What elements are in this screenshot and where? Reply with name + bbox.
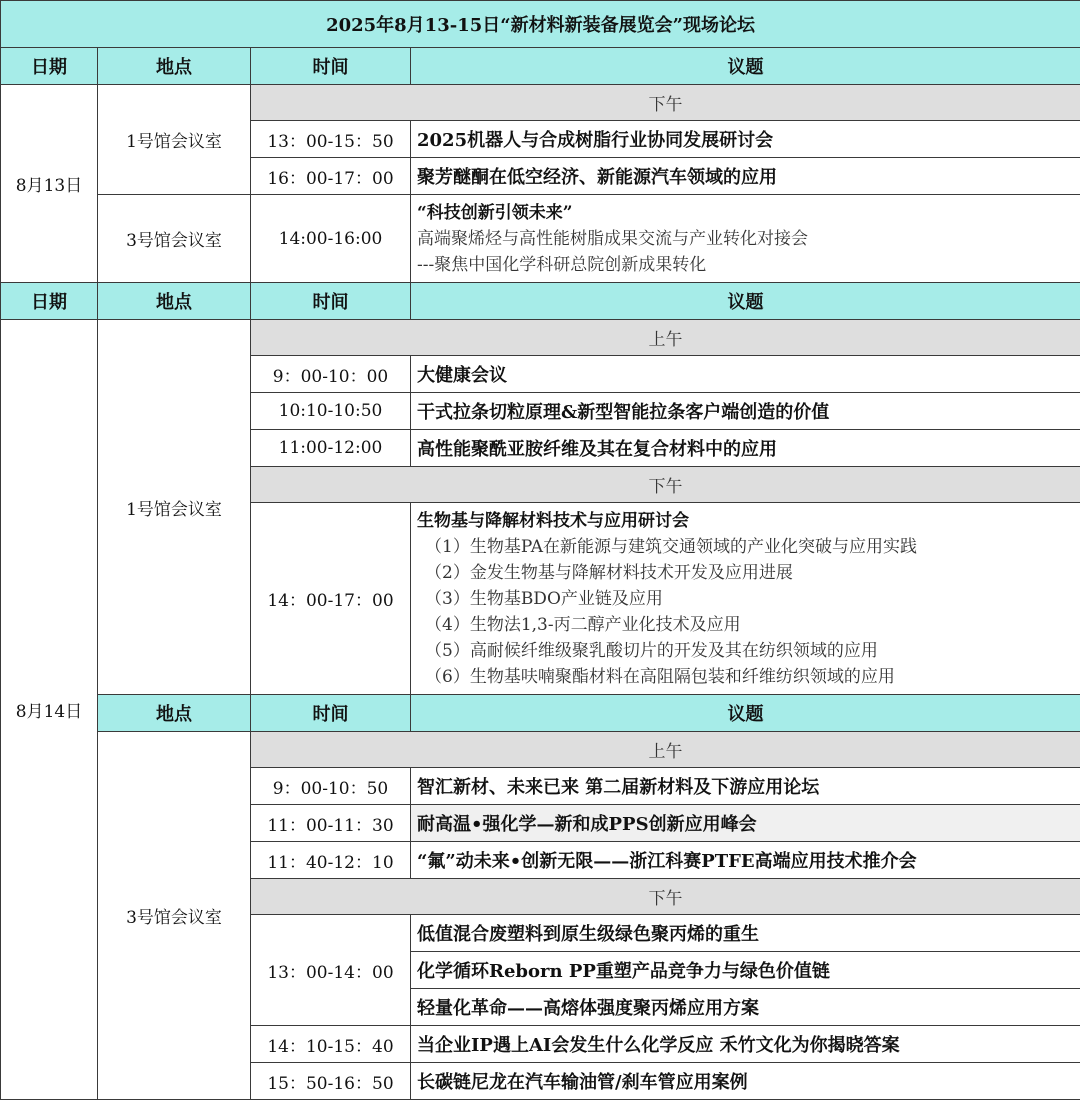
time-cell: 11:00-12:00 [251,430,411,467]
topic-title: “科技创新引领未来” [417,200,1080,226]
period-label: 下午 [251,879,1080,915]
topic-cell: 大健康会议 [411,356,1080,393]
header-date: 日期 [1,283,98,320]
topic-line: （4）生物法1,3-丙二醇产业化技术及应用 [417,612,1080,638]
header-topic: 议题 [411,48,1080,85]
topic-cell [411,503,1080,695]
header-row [1,695,1080,732]
topic-cell: 轻量化革命——高熔体强度聚丙烯应用方案 [411,989,1080,1026]
location-cell: 1号馆会议室 [98,320,251,695]
header-date: 日期 [1,48,98,85]
topic-cell: 干式拉条切粒原理&新型智能拉条客户端创造的价值 [411,393,1080,430]
time-cell: 10:10-10:50 [251,393,411,430]
location-cell: 3号馆会议室 [98,195,251,283]
header-location: 地点 [98,48,251,85]
header-row [1,48,1080,85]
topic-cell: 化学循环Reborn PP重塑产品竞争力与绿色价值链 [411,952,1080,989]
topic-cell: 聚芳醚酮在低空经济、新能源汽车领域的应用 [411,158,1080,195]
location-cell: 1号馆会议室 [98,85,251,195]
topic-title: 生物基与降解材料技术与应用研讨会 [417,508,1080,534]
header-time: 时间 [251,695,411,732]
topic-line: （5）高耐候纤维级聚乳酸切片的开发及其在纺织领域的应用 [417,638,1080,664]
time-cell: 15：50-16：50 [251,1063,411,1100]
header-row [1,283,1080,320]
time-cell: 13：00-15：50 [251,121,411,158]
period-label: 上午 [251,732,1080,768]
topic-cell: 高性能聚酰亚胺纤维及其在复合材料中的应用 [411,430,1080,467]
header-location: 地点 [98,283,251,320]
date-cell: 8月14日 [1,320,98,1100]
topic-cell: 2025机器人与合成树脂行业协同发展研讨会 [411,121,1080,158]
topic-line: ---聚焦中国化学科研总院创新成果转化 [417,252,1080,278]
topic-line: （3）生物基BDO产业链及应用 [417,586,1080,612]
period-label: 下午 [251,85,1080,121]
header-topic: 议题 [411,695,1080,732]
location-cell: 3号馆会议室 [98,732,251,1100]
date-cell: 8月13日 [1,85,98,283]
time-cell: 16：00-17：00 [251,158,411,195]
time-cell: 9：00-10：00 [251,356,411,393]
period-label: 下午 [251,467,1080,503]
time-cell: 13：00-14：00 [251,915,411,1026]
topic-cell: 智汇新材、未来已来 第二届新材料及下游应用论坛 [411,768,1080,805]
time-cell: 14:00-16:00 [251,195,411,283]
topic-cell: 耐高温•强化学—新和成PPS创新应用峰会 [411,805,1080,842]
time-cell: 14：10-15：40 [251,1026,411,1063]
header-time: 时间 [251,48,411,85]
time-cell: 9：00-10：50 [251,768,411,805]
header-time: 时间 [251,283,411,320]
period-label: 上午 [251,320,1080,356]
topic-line: 高端聚烯烃与高性能树脂成果交流与产业转化对接会 [417,226,1080,252]
topic-cell: 当企业IP遇上AI会发生什么化学反应 禾竹文化为你揭晓答案 [411,1026,1080,1063]
time-cell: 14：00-17：00 [251,503,411,695]
topic-line: （1）生物基PA在新能源与建筑交通领域的产业化突破与应用实践 [417,534,1080,560]
topic-cell: 低值混合废塑料到原生级绿色聚丙烯的重生 [411,915,1080,952]
header-location: 地点 [98,695,251,732]
header-topic: 议题 [411,283,1080,320]
table-row [1,195,1080,283]
topic-cell: 长碳链尼龙在汽车输油管/刹车管应用案例 [411,1063,1080,1100]
topic-cell [411,195,1080,283]
time-cell: 11：00-11：30 [251,805,411,842]
topic-cell: “氟”动未来•创新无限——浙江科赛PTFE高端应用技术推介会 [411,842,1080,879]
topic-line: （6）生物基呋喃聚酯材料在高阻隔包装和纤维纺织领域的应用 [417,664,1080,690]
time-cell: 11：40-12：10 [251,842,411,879]
schedule-title: 2025年8月13-15日“新材料新装备展览会”现场论坛 [1,1,1080,48]
topic-line: （2）金发生物基与降解材料技术开发及应用进展 [417,560,1080,586]
